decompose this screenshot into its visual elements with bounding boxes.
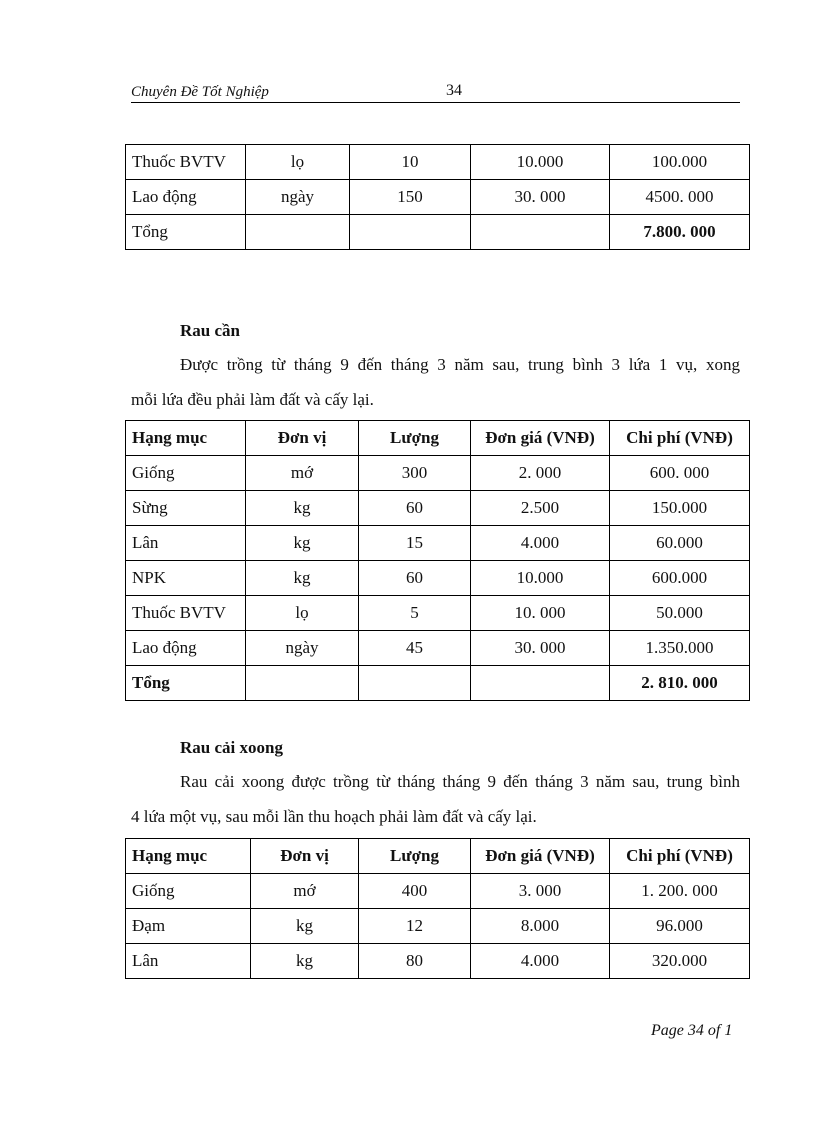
section-title: Rau cải xoong [180,738,283,757]
table-cell: 320.000 [610,944,750,979]
table-cell: 7.800. 000 [610,215,750,250]
table-cell [471,215,610,250]
table-cell: 10.000 [471,145,610,180]
table-cell: kg [246,561,359,596]
table-row [126,456,750,491]
table-cell: 300 [359,456,471,491]
table-header-cell: Lượng [359,839,471,874]
table-total-row [126,666,750,701]
table-cell: 10 [350,145,471,180]
table-header-cell: Đơn vị [251,839,359,874]
table-cell: kg [246,491,359,526]
table-cell: 96.000 [610,909,750,944]
table-cell: 1.350.000 [610,631,750,666]
table-cell: 15 [359,526,471,561]
table-cell: 30. 000 [471,180,610,215]
table-cell: 10. 000 [471,596,610,631]
table-cell: Giống [126,456,246,491]
table-cell: 30. 000 [471,631,610,666]
table-cell: kg [251,909,359,944]
table-cell: ngày [246,631,359,666]
table-cell: 600. 000 [610,456,750,491]
table-cell: 4.000 [471,526,610,561]
paragraph-line: mỗi lứa đều phải làm đất và cấy lại. [131,390,374,409]
table-row [126,909,750,944]
table-cell: Giống [126,874,251,909]
table-cell: 8.000 [471,909,610,944]
table-cell: 60.000 [610,526,750,561]
table-header-cell: Hạng mục [126,421,246,456]
table-header-cell: Đơn giá (VNĐ) [471,839,610,874]
table-row [126,944,750,979]
table-cell: 60 [359,491,471,526]
table-cell: 4.000 [471,944,610,979]
table-header-cell: Lượng [359,421,471,456]
cost-table-rau-can [125,420,750,701]
table-cell [350,215,471,250]
table-header-cell: Đơn giá (VNĐ) [471,421,610,456]
table-cell: Sừng [126,491,246,526]
table-cell: Thuốc BVTV [126,145,246,180]
table-header-row [126,421,750,456]
header-page-number: 34 [446,82,462,99]
table-cell: 4500. 000 [610,180,750,215]
table-cell: Tổng [126,215,246,250]
header-title: Chuyên Đề Tốt Nghiệp [131,84,269,100]
table-cell: Tổng [126,666,246,701]
table-cell: Thuốc BVTV [126,596,246,631]
page-footer: Page 34 of 1 [651,1022,733,1039]
table-cell [246,666,359,701]
table-cell: 5 [359,596,471,631]
table-cell [246,215,350,250]
table-cell: 12 [359,909,471,944]
table-cell: 10.000 [471,561,610,596]
table-row [126,631,750,666]
cost-table-rau-cai-xoong [125,838,750,979]
table-cell: ngày [246,180,350,215]
table-cell: Lao động [126,180,246,215]
table-cell: Đạm [126,909,251,944]
table-row [126,596,750,631]
table-cell: 150 [350,180,471,215]
table-header-row [126,839,750,874]
table-cell: 100.000 [610,145,750,180]
table-total-row [126,215,750,250]
table-cell: lọ [246,145,350,180]
table-cell: 400 [359,874,471,909]
section-title: Rau cần [180,321,240,340]
table-header-cell: Chi phí (VNĐ) [610,421,750,456]
table-cell: Lân [126,944,251,979]
table-cell: NPK [126,561,246,596]
table-cell: 80 [359,944,471,979]
table-cell: kg [251,944,359,979]
table-header-cell: Đơn vị [246,421,359,456]
table-cell: mớ [246,456,359,491]
table-cell: 150.000 [610,491,750,526]
table-cell: kg [246,526,359,561]
table-cell: Lân [126,526,246,561]
table-row [126,145,750,180]
table-cell: 600.000 [610,561,750,596]
table-cell: 2.500 [471,491,610,526]
paragraph-line: Được trồng từ tháng 9 đến tháng 3 năm sau, trung bình 3 lứa 1 vụ, xong [180,355,740,374]
table-cell: 50.000 [610,596,750,631]
table-cell: 2. 810. 000 [610,666,750,701]
table-cell: 2. 000 [471,456,610,491]
table-cell: Lao động [126,631,246,666]
table-cell: mớ [251,874,359,909]
table-cell [359,666,471,701]
cost-table-continued [125,144,750,250]
table-row [126,874,750,909]
table-row [126,180,750,215]
table-row [126,526,750,561]
table-header-cell: Chi phí (VNĐ) [610,839,750,874]
table-header-cell: Hạng mục [126,839,251,874]
table-row [126,561,750,596]
page-header [131,82,740,103]
paragraph-line: 4 lứa một vụ, sau mỗi lần thu hoạch phải làm đất và cấy lại. [131,807,537,826]
table-cell: 45 [359,631,471,666]
paragraph-line: Rau cải xoong được trồng từ tháng tháng 9 đến tháng 3 năm sau, trung bình [180,772,740,791]
table-row [126,491,750,526]
table-cell: 3. 000 [471,874,610,909]
table-cell: 1. 200. 000 [610,874,750,909]
table-cell: 60 [359,561,471,596]
table-cell [471,666,610,701]
table-cell: lọ [246,596,359,631]
